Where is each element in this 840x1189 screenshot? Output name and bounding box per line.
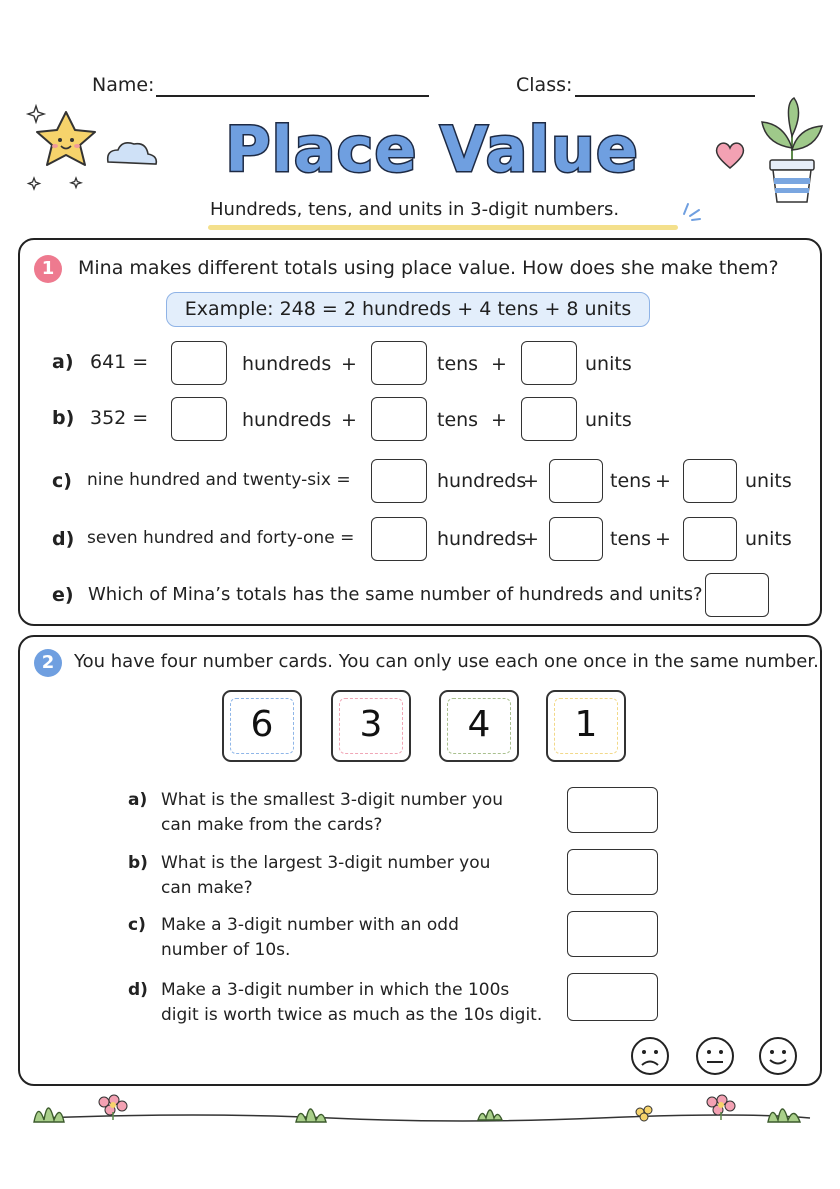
plus-sign: +	[655, 528, 671, 550]
q2-part-b-letter: b)	[128, 853, 148, 873]
number-card-digit: 4	[447, 698, 511, 754]
plus-sign: +	[655, 470, 671, 492]
answer-d-units[interactable]	[683, 517, 737, 561]
class-field[interactable]	[575, 95, 755, 97]
q2-part-b-line2: can make?	[161, 878, 253, 898]
example-banner: Example: 248 = 2 hundreds + 4 tens + 8 units	[166, 292, 650, 327]
q2-answer-d[interactable]	[567, 973, 658, 1021]
q2-part-a-line2: can make from the cards?	[161, 815, 383, 835]
tens-label: tens	[610, 470, 652, 492]
question-2-prompt: You have four number cards. You can only use each one once in the same number.	[74, 651, 819, 672]
number-card	[222, 690, 302, 762]
part-d-expr: seven hundred and forty-one =	[87, 528, 355, 548]
units-label: units	[585, 409, 632, 431]
number-card	[439, 690, 519, 762]
answer-d-hundreds[interactable]	[371, 517, 427, 561]
subtitle-underline	[208, 225, 678, 230]
question-1-badge: 1	[34, 255, 62, 283]
number-card-digit: 1	[554, 698, 618, 754]
q2-part-d-letter: d)	[128, 980, 148, 1000]
answer-a-units[interactable]	[521, 341, 577, 385]
question-1-prompt: Mina makes different totals using place value. How does she make them?	[78, 257, 779, 279]
tens-label: tens	[610, 528, 652, 550]
name-label: Name:	[92, 74, 155, 96]
answer-b-units[interactable]	[521, 397, 577, 441]
plus-sign: +	[523, 528, 539, 550]
answer-c-tens[interactable]	[549, 459, 603, 503]
plus-sign: +	[523, 470, 539, 492]
units-label: units	[745, 470, 792, 492]
name-field[interactable]	[156, 95, 429, 97]
hundreds-label: hundreds	[437, 470, 527, 492]
part-a-expr: 641 =	[90, 351, 149, 373]
part-a-letter: a)	[52, 351, 74, 373]
answer-c-units[interactable]	[683, 459, 737, 503]
answer-d-tens[interactable]	[549, 517, 603, 561]
sad-face-icon[interactable]	[630, 1036, 670, 1076]
part-c-expr: nine hundred and twenty-six =	[87, 470, 351, 490]
number-card	[546, 690, 626, 762]
plus-sign: +	[491, 409, 507, 431]
answer-e[interactable]	[705, 573, 769, 617]
q2-part-b-line1: What is the largest 3-digit number you	[161, 853, 491, 873]
q2-part-d-line1: Make a 3-digit number in which the 100s	[161, 980, 510, 1000]
q2-part-c-letter: c)	[128, 915, 146, 935]
q2-answer-a[interactable]	[567, 787, 658, 833]
class-label: Class:	[516, 74, 573, 96]
answer-b-hundreds[interactable]	[171, 397, 227, 441]
part-b-letter: b)	[52, 407, 75, 429]
units-label: units	[585, 353, 632, 375]
number-card-digit: 6	[230, 698, 294, 754]
hundreds-label: hundreds	[437, 528, 527, 550]
tens-label: tens	[437, 409, 479, 431]
hundreds-label: hundreds	[242, 409, 332, 431]
part-b-expr: 352 =	[90, 407, 149, 429]
grass-border	[0, 1088, 840, 1138]
part-c-letter: c)	[52, 470, 72, 492]
q2-answer-c[interactable]	[567, 911, 658, 957]
part-d-letter: d)	[52, 528, 75, 550]
neutral-face-icon[interactable]	[695, 1036, 735, 1076]
cloud-icon	[108, 143, 157, 164]
tens-label: tens	[437, 353, 479, 375]
question-2-badge: 2	[34, 649, 62, 677]
star-icon	[24, 100, 174, 200]
hundreds-label: hundreds	[242, 353, 332, 375]
answer-b-tens[interactable]	[371, 397, 427, 441]
q2-part-a-line1: What is the smallest 3-digit number you	[161, 790, 504, 810]
part-e-letter: e)	[52, 584, 74, 606]
q2-part-c-line1: Make a 3-digit number with an odd	[161, 915, 459, 935]
q2-answer-b[interactable]	[567, 849, 658, 895]
sparkle-icon	[680, 200, 704, 222]
q2-part-a-letter: a)	[128, 790, 148, 810]
page-title: Place Value	[225, 113, 639, 186]
q2-part-c-line2: number of 10s.	[161, 940, 291, 960]
answer-c-hundreds[interactable]	[371, 459, 427, 503]
part-e-question: Which of Mina’s totals has the same number of hundreds and units?	[88, 584, 703, 605]
number-card-digit: 3	[339, 698, 403, 754]
flower-icon	[99, 1095, 735, 1121]
page-subtitle: Hundreds, tens, and units in 3-digit numbers.	[210, 199, 620, 220]
answer-a-tens[interactable]	[371, 341, 427, 385]
heart-icon	[712, 138, 748, 172]
plus-sign: +	[491, 353, 507, 375]
q2-part-d-line2: digit is worth twice as much as the 10s digit.	[161, 1005, 543, 1025]
plus-sign: +	[341, 353, 357, 375]
units-label: units	[745, 528, 792, 550]
plus-sign: +	[341, 409, 357, 431]
number-card	[331, 690, 411, 762]
plant-icon	[756, 96, 828, 208]
answer-a-hundreds[interactable]	[171, 341, 227, 385]
happy-face-icon[interactable]	[758, 1036, 798, 1076]
